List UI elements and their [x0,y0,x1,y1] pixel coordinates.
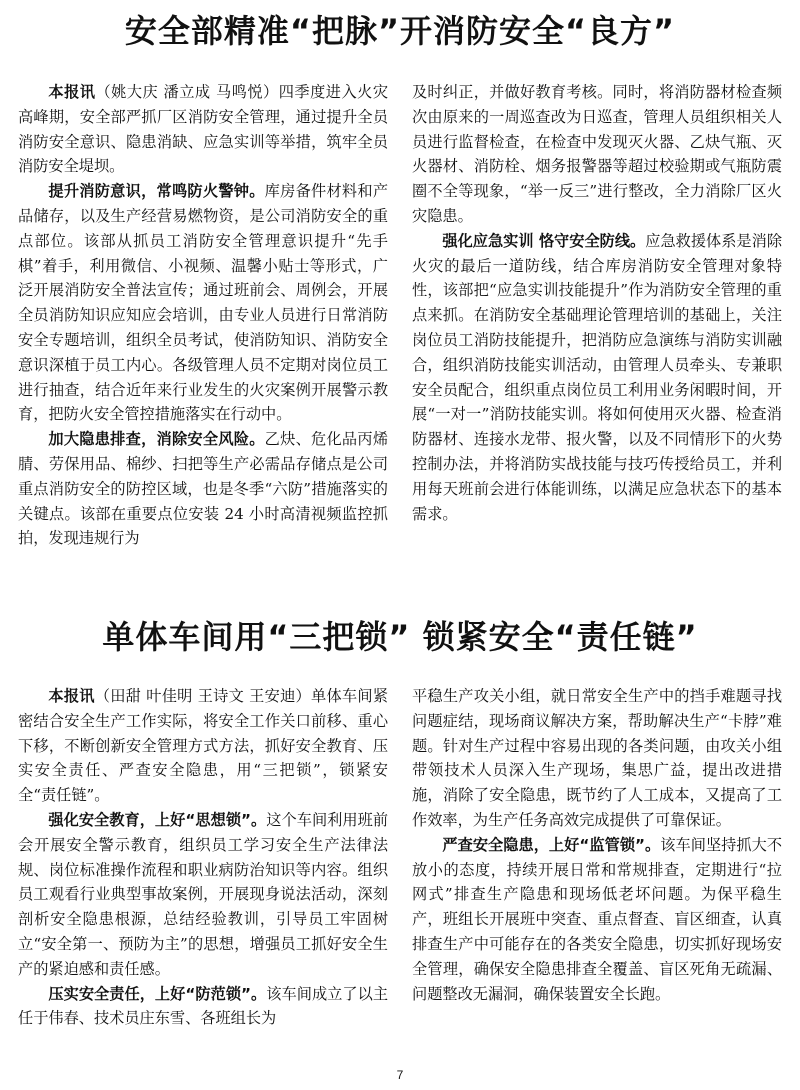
article2-paragraph [412,684,782,833]
paragraph-lead: 本报讯 [48,83,96,101]
paragraph-text: 这个车间利用班前会开展安全警示教育，组织员工学习安全生产法律法规、岗位标准操作流程和职业病防治知识等内容。组织员工观看行业典型事故案例，开展现身说法活动，深刻剖析安全隐患根源，总结经验教训，引导员工牢固树立“安全第一、预防为主”的思想，增强员工抓好安全生产的紧迫感和责任感。 [18,810,389,978]
paragraph-lead: 强化应急实训 恪守安全防线。 [442,231,646,250]
article2-paragraph [18,982,388,1032]
paragraph-text: 库房备件材料和产品储存，以及生产经营易燃物资，是公司消防安全的重点部位。该部从抓员工消防安全管理意识提升“先手棋”着手，利用微信、小视频、温馨小贴士等形式，广泛开展消防安全普法宣传；通过班前会、周例会，开展全员消防知识应知应会培训，由专业人员进行日常消防安全专题培训，组织全员考试，使消防知识、消防安全意识深植于员工内心。各级管理人员不定期对岗位员工进行抽查，结合近年来行业发生的火灾案例开展警示教育，把防火安全管控措施落实在行动中。 [18,182,389,424]
article2-right-column [412,684,782,1006]
paragraph-lead: 强化安全教育，上好“思想锁”。 [48,810,267,829]
paragraph-lead: 加大隐患排查，消除安全风险。 [48,430,265,449]
article1-paragraph [412,229,782,527]
paragraph-lead: 本报讯 [48,687,95,705]
paragraph-text: 及时纠正，并做好教育考核。同时，将消防器材检查频次由原来的一周巡查改为日巡查，管理人员组织相关人员进行监督检查，在检查中发现灭火器、乙炔气瓶、灭火器材、消防栓、烟务报警器等超过校验期或气瓶防震圈不全等现象，“举一反三”进行整改，全力消除厂区火灾隐患。 [412,83,782,225]
paragraph-text: 乙炔、危化品丙烯腈、劳保用品、棉纱、扫把等生产必需品存储点是公司重点消防安全的防控区域，也是冬季“六防”措施落实的关键点。该部在重要点位安装 24 小时高清视频监控抓拍，发现违规行为 [18,430,389,548]
paragraph-text: （田甜 叶佳明 王诗文 王安迪）单体车间紧密结合安全生产工作实际，将安全工作关口前移、重心下移，不断创新安全管理方式方法，抓好安全教育、压实安全责任、严查安全隐患，用“三把锁”，锁紧安全“责任链”。 [18,687,389,805]
article2-paragraph [18,808,388,982]
article2-left-column [18,684,388,1031]
article2-paragraph [412,833,782,1007]
article1-headline: 安全部精准“把脉”开消防安全“良方” [124,12,676,50]
article1-left-column [18,80,388,551]
paragraph-lead: 严查安全隐患，上好“监管锁”。 [442,835,661,854]
paragraph-lead: 提升消防意识，常鸣防火警钟。 [48,182,265,201]
page-number: 7 [396,1068,404,1082]
article2-headline: 单体车间用“三把锁” 锁紧安全“责任链” [102,618,698,656]
article1-paragraph [18,179,388,427]
article1-paragraph [412,80,782,229]
paragraph-text: （姚大庆 潘立成 马鸣悦）四季度进入火灾高峰期，安全部严抓厂区消防安全管理，通过提升全员消防安全意识、隐患消缺、应急实训等举措，筑牢全员消防安全堤坝。 [18,83,389,176]
article1-right-column [412,80,782,526]
paragraph-text: 应急救援体系是消除火灾的最后一道防线，结合库房消防安全管理对象特性，该部把“应急实训技能提升”作为消防安全管理的重点来抓。在消防安全基础理论管理培训的基础上，关注岗位员工消防技能提升，把消防应急演练与消防实训融合，组织消防技能实训活动，由管理人员牵头、专兼职安全员配合，组织重点岗位员工利用业务闲暇时间，开展“一对一”消防技能实训。将如何使用灭火器、检查消防器材、连接水龙带、报火警，以及不同情形下的火势控制办法，并将消防实战技能与技巧传授给员工，并利用每天班前会进行体能训练，以满足应急状态下的基本需求。 [412,231,783,523]
article2-paragraph [18,684,388,808]
article1-paragraph [18,80,388,179]
paragraph-text: 该车间成立了以主任于伟春、技术员庄东雪、各班组长为 [18,984,389,1028]
paragraph-text: 平稳生产攻关小组，就日常安全生产中的挡手难题寻找问题症结，现场商议解决方案，帮助解决生产“卡脖”难题。针对生产过程中容易出现的各类问题，由攻关小组带领技术人员深入生产现场，集思广益，提出改进措施，消除了安全隐患，既节约了人工成本，又提高了工作效率，为生产任务高效完成提供了可靠保证。 [412,687,782,829]
paragraph-text: 该车间坚持抓大不放小的态度，持续开展日常和常规排查，定期进行“拉网式”排查生产隐患和现场低老坏问题。为保平稳生产，班组长开展班中突查、重点督查、盲区细查，认真排查生产中可能存在的各类安全隐患，切实抓好现场安全管理，确保安全隐患排查全覆盖、盲区死角无疏漏、问题整改无漏洞，确保装置安全长跑。 [412,835,783,1003]
paragraph-lead: 压实安全责任，上好“防范锁”。 [48,984,267,1003]
article1-paragraph [18,427,388,551]
